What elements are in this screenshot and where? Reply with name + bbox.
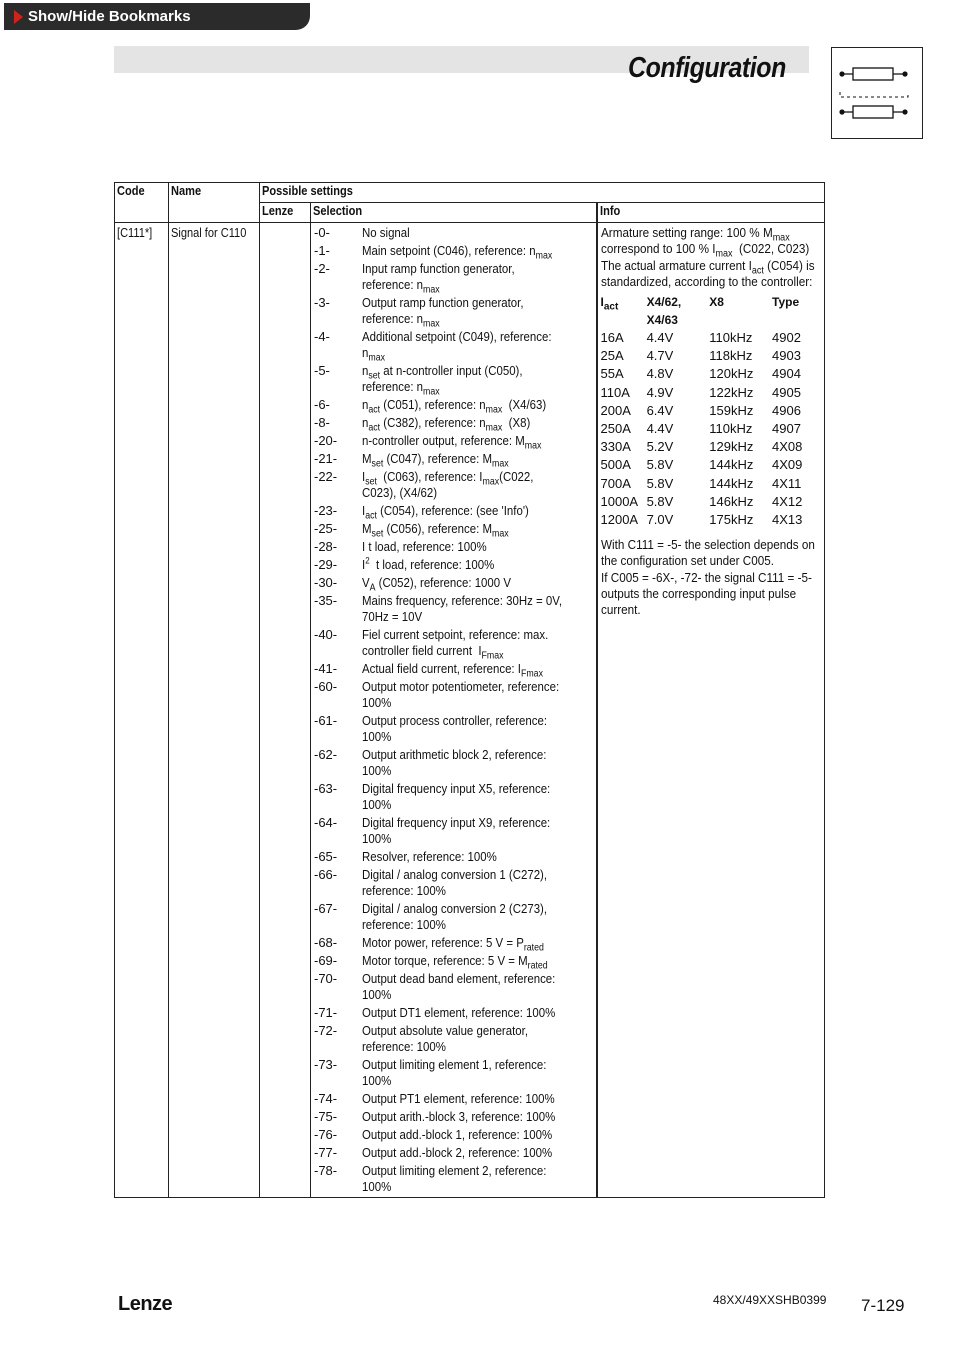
selection-item <box>311 1163 596 1195</box>
controller-table-header-cell: $I_{act}$ <box>600 295 619 313</box>
selection-number: -70- <box>314 971 338 986</box>
selection-text: $I_{act}$ (C054), reference: (see 'Info') <box>362 503 529 522</box>
selection-text: Output arithmetic block 2, reference: 100% <box>362 747 547 778</box>
controller-table-cell: 175kHz <box>709 511 754 527</box>
selection-item <box>311 935 596 954</box>
selection-item <box>311 1127 596 1143</box>
selection-number: -0- <box>314 225 330 240</box>
selection-number: -68- <box>314 935 338 950</box>
selection-number: -29- <box>314 557 338 572</box>
selection-text: Additional setpoint (C049), reference: $n_{max}$ <box>362 329 552 364</box>
controller-table-header-cell: Type <box>772 295 800 309</box>
selection-text: No signal <box>362 225 410 240</box>
controller-table-cell: 4X08 <box>772 439 803 455</box>
selection-list <box>311 225 596 1195</box>
selection-item <box>311 261 596 296</box>
selection-number: -72- <box>314 1023 338 1038</box>
controller-table-cell: 200A <box>600 402 631 418</box>
selection-number: -5- <box>314 363 330 378</box>
selection-text: Digital / analog conversion 1 (C272), reference: 100% <box>362 867 548 898</box>
selection-text: Output dead band element, reference: 100% <box>362 971 556 1002</box>
selection-text: Main setpoint (C046), reference: $n_{max}$ <box>362 243 553 262</box>
selection-item <box>311 557 596 573</box>
code-cell: [C111*] <box>115 223 169 1198</box>
selection-number: -30- <box>314 575 338 590</box>
controller-table-header-cell: X8 <box>709 295 724 309</box>
controller-table-row <box>601 475 822 493</box>
selection-text: $I^2$ t load, reference: 100% <box>362 555 495 572</box>
selection-number: -67- <box>314 901 338 916</box>
selection-number: -66- <box>314 867 338 882</box>
selection-number: -63- <box>314 781 338 796</box>
selection-text: Motor torque, reference: 5 $V = M_{rated}$ <box>362 953 548 972</box>
selection-item <box>311 971 596 1003</box>
controller-table-cell: 5.8V <box>646 493 674 509</box>
selection-text: Output ramp function generator, reference: $n_{max}$ <box>362 295 524 330</box>
selection-number: -22- <box>314 469 338 484</box>
selection-number: -62- <box>314 747 338 762</box>
selection-item <box>311 815 596 847</box>
selection-text: n-controller output, reference: $M_{max}$ <box>362 433 542 452</box>
controller-table-cell: 4.4V <box>646 420 674 436</box>
controller-table-header-cell: X4/62, X4/63 <box>646 295 682 327</box>
controller-table-row <box>601 329 822 347</box>
selection-item <box>311 627 596 662</box>
selection-text: Output add.-block 2, reference: 100% <box>362 1145 553 1160</box>
controller-table-cell: 144kHz <box>709 457 754 473</box>
selection-item <box>311 1109 596 1125</box>
controller-table-cell: 118kHz <box>709 348 753 364</box>
selection-number: -21- <box>314 451 338 466</box>
controller-table-row <box>601 347 822 365</box>
controller-table-cell: 7.0V <box>646 511 674 527</box>
page-title: Configuration <box>628 52 786 84</box>
controller-table-cell: 500A <box>600 457 631 473</box>
selection-number: -40- <box>314 627 338 642</box>
selection-item <box>311 329 596 364</box>
controller-table-cell: 4902 <box>772 330 801 345</box>
selection-text: I t load, reference: 100% <box>362 539 487 554</box>
controller-table-row <box>601 384 822 402</box>
selection-item <box>311 397 596 416</box>
bookmarks-label: Show/Hide Bookmarks <box>28 8 191 25</box>
controller-table-cell: 110A <box>600 384 630 400</box>
controller-table-cell: 4904 <box>772 366 801 382</box>
controller-table-row <box>601 511 822 529</box>
selection-number: -1- <box>314 243 330 258</box>
controller-table-cell: 129kHz <box>709 439 754 455</box>
selection-item <box>311 901 596 933</box>
configuration-table <box>114 182 825 1198</box>
selection-number: -78- <box>314 1163 338 1178</box>
selection-text: Resolver, reference: 100% <box>362 849 497 864</box>
controller-table-row <box>601 438 822 456</box>
controller-table-cell: 25A <box>600 348 624 364</box>
controller-table-cell: 159kHz <box>709 402 754 418</box>
selection-number: -41- <box>314 661 338 676</box>
controller-table-cell: 146kHz <box>709 493 754 509</box>
lenze-logo: Lenze <box>118 1293 173 1315</box>
controller-table-cell: 5.8V <box>646 457 674 473</box>
controller-table-cell: 4X11 <box>772 475 802 491</box>
selection-number: -2- <box>314 261 330 276</box>
selection-number: -4- <box>314 329 330 344</box>
selection-item <box>311 1145 596 1161</box>
selection-item <box>311 713 596 745</box>
info-actual-current: The actual armature current $I_{act}$ (C054) is standardized, according to the controller: <box>600 258 815 289</box>
selection-number: -69- <box>314 953 338 968</box>
lenze-cell <box>260 223 311 1198</box>
page-number: 7-129 <box>861 1296 905 1315</box>
configuration-icon <box>831 47 923 139</box>
controller-table-cell: 144kHz <box>709 475 754 491</box>
selection-text: Output DT1 element, reference: 100% <box>362 1005 556 1020</box>
controller-table-cell: 120kHz <box>709 366 754 382</box>
selection-text: Digital / analog conversion 2 (C273), reference: 100% <box>362 901 548 932</box>
show-hide-bookmarks-button[interactable] <box>4 3 310 30</box>
selection-item <box>311 781 596 813</box>
selection-item <box>311 433 596 452</box>
selection-text: Fiel current setpoint, reference: max. controller field current $I_{Fmax}$ <box>362 627 549 662</box>
selection-item <box>311 451 596 470</box>
controller-table-cell: 1200A <box>600 511 639 527</box>
col-header-code: Code <box>115 183 169 223</box>
col-header-possible-settings: Possible settings <box>260 183 825 203</box>
controller-table-cell: 4X09 <box>772 457 803 473</box>
controller-table-cell: 4905 <box>772 384 801 400</box>
selection-number: -64- <box>314 815 338 830</box>
controller-table-cell: 5.2V <box>646 439 674 455</box>
selection-text: Output limiting element 1, reference: 100% <box>362 1057 547 1088</box>
selection-item <box>311 415 596 434</box>
selection-item <box>311 225 596 241</box>
selection-item <box>311 503 596 522</box>
selection-text: Output absolute value generator, reference: 100% <box>362 1023 529 1054</box>
selection-number: -61- <box>314 713 338 728</box>
info-armature-range: Armature setting range: 100 % $M_{max}$ correspond to 100 % $I_{max}$ (C022, C023) <box>600 225 809 260</box>
controller-table-cell: 4.8V <box>646 366 674 382</box>
controller-table-header <box>601 293 822 329</box>
selection-text: Motor power, reference: 5 $V = P_{rated}$ <box>362 935 544 954</box>
col-header-selection: Selection <box>311 203 597 223</box>
selection-text: Output motor potentiometer, reference: 100% <box>362 679 560 710</box>
selection-item <box>311 747 596 779</box>
selection-item <box>311 1091 596 1107</box>
selection-item <box>311 1023 596 1055</box>
selection-number: -60- <box>314 679 338 694</box>
selection-item <box>311 243 596 262</box>
controller-table-cell: 5.8V <box>646 475 674 491</box>
selection-text: $I_{set}$ (C063), reference: $I_{max}(C022$, C023), (X4/62) <box>362 469 534 500</box>
controller-table-cell: 122kHz <box>709 384 754 400</box>
selection-text: $n_{set}$ at n-controller input (C050), reference: $n_{max}$ <box>362 363 523 398</box>
controller-table-cell: 700A <box>600 475 631 491</box>
selection-text: Input ramp function generator, reference: $n_{max}$ <box>362 261 515 296</box>
selection-number: -71- <box>314 1005 338 1020</box>
selection-text: Actual field current, reference: $I_{Fmax}$ <box>362 661 543 680</box>
selection-item <box>311 679 596 711</box>
selection-number: -23- <box>314 503 338 518</box>
selection-item <box>311 1005 596 1021</box>
controller-table-row <box>601 493 822 511</box>
selection-number: -73- <box>314 1057 338 1072</box>
selection-text: $M_{set}$ (C047), reference: $M_{max}$ <box>362 451 509 470</box>
selection-text: Output PT1 element, reference: 100% <box>362 1091 555 1106</box>
controller-table <box>601 293 822 529</box>
col-header-name: Name <box>169 183 260 223</box>
selection-item <box>311 593 596 625</box>
controller-table-cell: 4906 <box>772 402 801 418</box>
selection-text: Mains frequency, reference: 30Hz = 0V, 70Hz = 10V <box>362 593 562 624</box>
controller-table-cell: 4.9V <box>646 384 674 400</box>
selection-item <box>311 1057 596 1089</box>
selection-number: -74- <box>314 1091 338 1106</box>
selection-item <box>311 469 596 501</box>
selection-number: -75- <box>314 1109 338 1124</box>
controller-table-cell: 4907 <box>772 420 801 436</box>
selection-number: -8- <box>314 415 330 430</box>
selection-item <box>311 521 596 540</box>
selection-item <box>311 575 596 594</box>
selection-number: -20- <box>314 433 338 448</box>
selection-text: $n_{act}$ (C382), reference: $n_{max}$ (X8) <box>362 415 531 434</box>
selection-item <box>311 661 596 680</box>
controller-table-cell: 110kHz <box>709 420 753 436</box>
selection-item <box>311 953 596 972</box>
name-cell: Signal for C110 <box>169 223 260 1198</box>
selection-number: -6- <box>314 397 330 412</box>
controller-table-cell: 110kHz <box>709 330 753 345</box>
selection-number: -3- <box>314 295 330 310</box>
selection-number: -35- <box>314 593 338 608</box>
controller-table-row <box>601 365 822 383</box>
controller-table-row <box>601 402 822 420</box>
selection-number: -77- <box>314 1145 338 1160</box>
selection-item <box>311 363 596 398</box>
selection-text: Output arith.-block 3, reference: 100% <box>362 1109 556 1124</box>
info-c111-note: With C111 = -5- the selection depends on the configuration set under C005. <box>600 537 815 569</box>
selection-text: Output process controller, reference: 100% <box>362 713 548 744</box>
info-cell <box>597 223 825 1198</box>
selection-number: -28- <box>314 539 338 554</box>
selection-text: Output limiting element 2, reference: 100% <box>362 1163 547 1194</box>
selection-text: Digital frequency input X9, reference: 100% <box>362 815 551 846</box>
controller-table-cell: 55A <box>600 366 624 382</box>
selection-item <box>311 849 596 865</box>
selection-text: $n_{act}$ (C051), reference: $n_{max}$ (X4/63) <box>362 397 547 416</box>
selection-item <box>311 539 596 555</box>
controller-table-cell: 4X12 <box>772 493 803 509</box>
controller-table-cell: 1000A <box>600 493 639 509</box>
controller-table-cell: 16A <box>600 330 624 345</box>
controller-table-cell: 4X13 <box>772 511 803 527</box>
controller-table-cell: 6.4V <box>646 402 674 418</box>
triangle-right-icon <box>14 10 23 24</box>
controller-table-row <box>601 456 822 474</box>
selection-item <box>311 867 596 899</box>
controller-table-cell: 330A <box>600 439 631 455</box>
selection-text: Output add.-block 1, reference: 100% <box>362 1127 553 1142</box>
controller-table-cell: 250A <box>600 420 631 436</box>
controller-table-cell: 4.7V <box>646 348 674 364</box>
document-code: 48XX/49XXSHB0399 <box>713 1293 827 1307</box>
selection-number: -25- <box>314 521 338 536</box>
selection-item <box>311 295 596 330</box>
selection-text: $V_A$ (C052), reference: 1000 V <box>362 575 511 594</box>
info-c005-note: If C005 = -6X-, -72- the signal C111 = -5- outputs the corresponding input pulse current. <box>600 570 812 618</box>
selection-text: $M_{set}$ (C056), reference: $M_{max}$ <box>362 521 509 540</box>
selection-text: Digital frequency input X5, reference: 100% <box>362 781 551 812</box>
selection-cell <box>311 223 597 1198</box>
col-header-lenze: Lenze <box>260 203 311 223</box>
col-header-info: Info <box>597 203 825 223</box>
controller-table-row <box>601 420 822 438</box>
selection-number: -65- <box>314 849 338 864</box>
controller-table-cell: 4.4V <box>646 330 674 345</box>
selection-number: -76- <box>314 1127 338 1142</box>
controller-table-cell: 4903 <box>772 348 801 364</box>
